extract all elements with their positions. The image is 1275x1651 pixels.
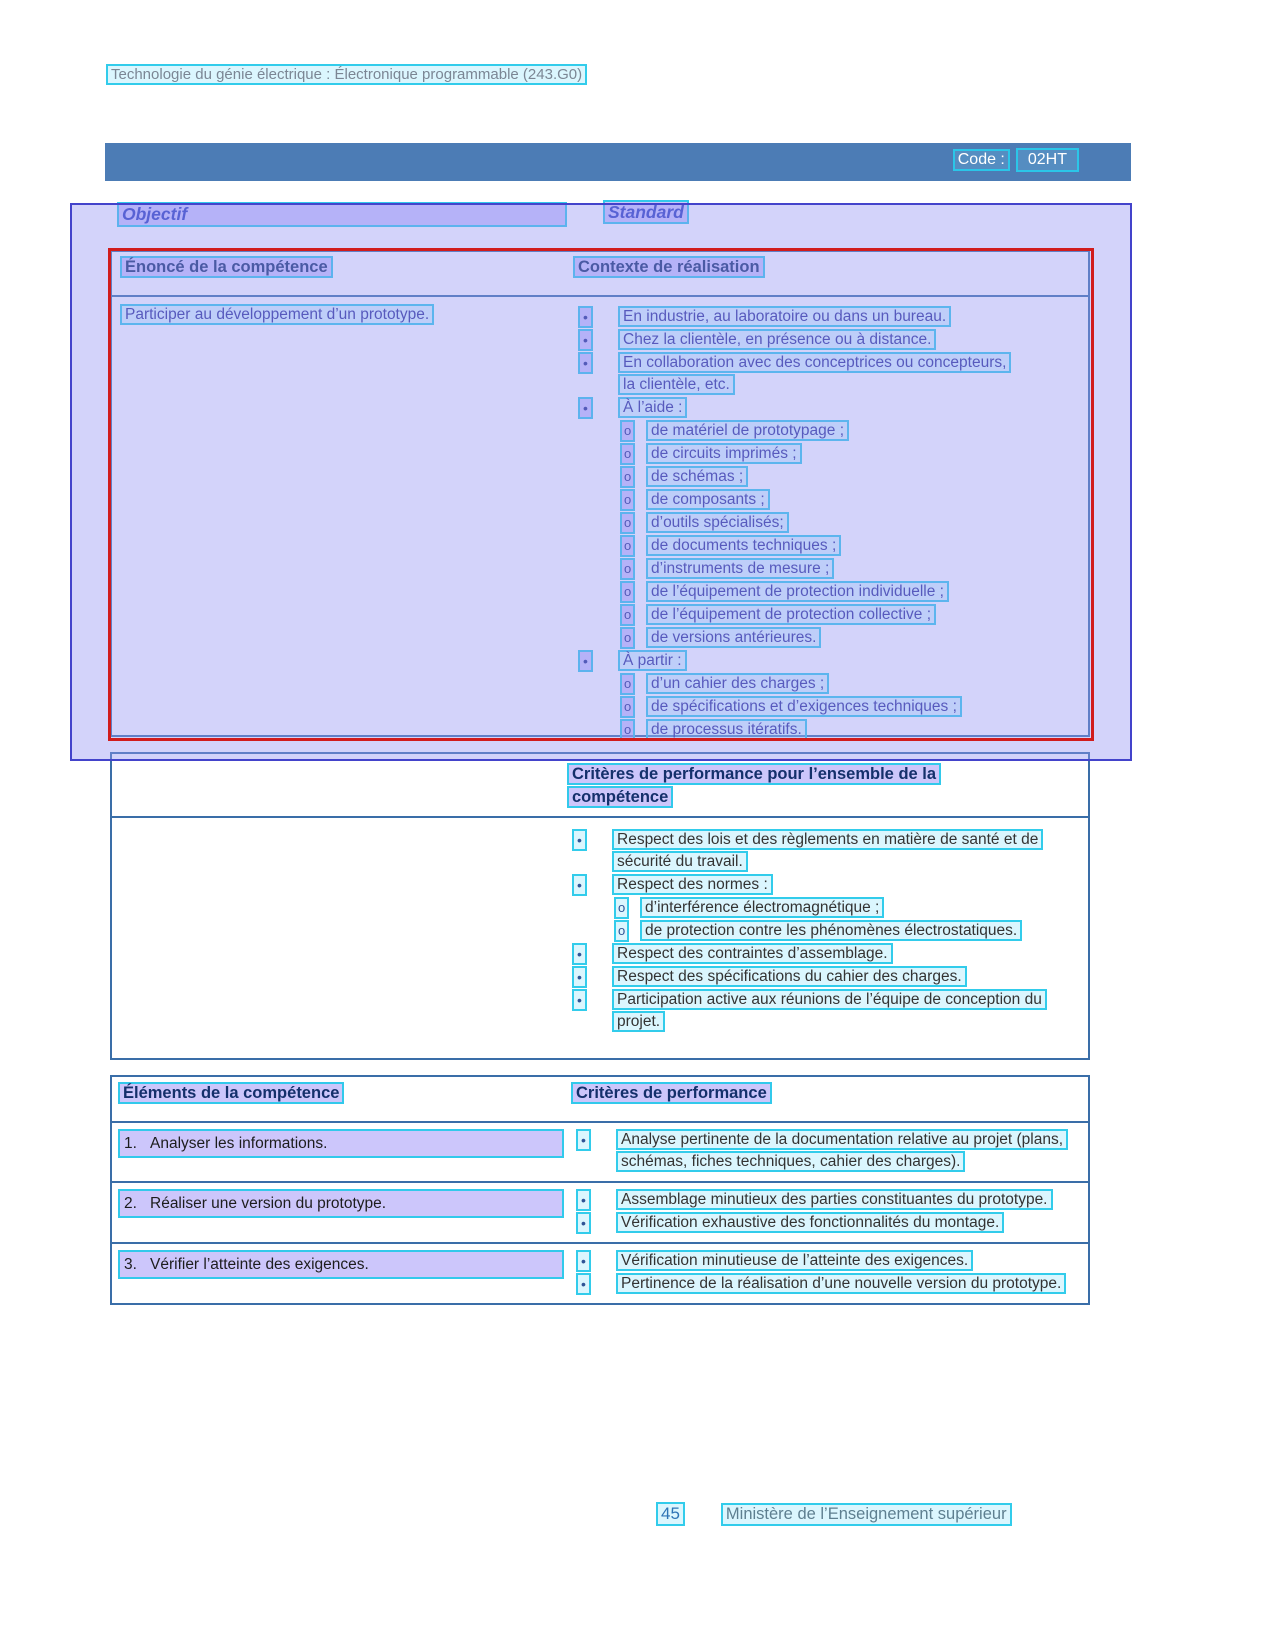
- sub-bullet-icon: o: [620, 627, 635, 649]
- criteria-item-text: Participation active aux réunions de l’équipe de conception du projet.: [612, 989, 1047, 1032]
- table1-statement-cell: [112, 306, 573, 742]
- ministry-name: Ministère de l’Enseignement supérieur: [721, 1503, 1012, 1526]
- enonce-competence-header: Énoncé de la compétence: [120, 256, 333, 278]
- table1-header-row: [112, 252, 1088, 297]
- element-cell: [112, 1250, 571, 1296]
- context-sub-item: [573, 696, 1088, 718]
- context-item: [573, 352, 1018, 396]
- context-sub-item-text: de versions antérieures.: [646, 627, 821, 648]
- code-badge: [953, 148, 1079, 172]
- context-sub-item-text: de schémas ;: [646, 466, 748, 487]
- code-value: 02HT: [1016, 148, 1079, 172]
- context-sub-item: [573, 627, 1088, 649]
- table3-header-right-cell: [571, 1084, 1088, 1121]
- sub-bullet-icon: o: [614, 920, 629, 942]
- sub-bullet-icon: o: [620, 443, 635, 465]
- context-sub-item: [573, 673, 1088, 695]
- bullet-icon: •: [572, 989, 587, 1011]
- context-sub-item-text: de processus itératifs.: [646, 719, 807, 740]
- elements-header: Éléments de la compétence: [118, 1082, 344, 1104]
- table3-header-row: [112, 1077, 1088, 1123]
- context-sub-item-text: de composants ;: [646, 489, 770, 510]
- element-cell: [112, 1189, 571, 1235]
- criteria-cell: [571, 1250, 1088, 1296]
- section-standard: [603, 202, 689, 223]
- criteria-item: [567, 966, 1080, 988]
- criteria-sub-item: [567, 897, 1080, 919]
- criteria-cell: [571, 1189, 1088, 1235]
- table3-header-left-cell: [112, 1084, 571, 1121]
- criteria-item: [571, 1212, 1063, 1234]
- criteria-item: [567, 874, 1080, 896]
- bullet-icon: •: [572, 966, 587, 988]
- overall-criteria-header: Critères de performance pour l’ensemble de la compétence: [567, 763, 941, 808]
- element-text: Vérifier l’atteinte des exigences.: [150, 1256, 369, 1273]
- competency-context-table: [110, 250, 1090, 737]
- element-number: 1.: [124, 1135, 137, 1152]
- context-item-text: En industrie, au laboratoire ou dans un bureau.: [618, 306, 951, 327]
- context-sub-item-text: d’un cahier des charges ;: [646, 673, 829, 694]
- context-sub-item: [573, 489, 1088, 511]
- criteria-item-text: Respect des lois et des règlements en matière de santé et de sécurité du travail.: [612, 829, 1043, 872]
- criteria-item: [571, 1250, 1088, 1272]
- element-label: [118, 1129, 564, 1158]
- context-sub-item-text: d’instruments de mesure ;: [646, 558, 834, 579]
- context-sub-item-text: de circuits imprimés ;: [646, 443, 802, 464]
- elements-criteria-table: [110, 1075, 1090, 1305]
- element-number: 2.: [124, 1195, 137, 1212]
- sub-bullet-icon: o: [620, 696, 635, 718]
- context-sub-item: [573, 443, 1088, 465]
- criteria-item: [567, 989, 1080, 1033]
- table2-header-row: [112, 754, 1088, 818]
- criteria-cell: [571, 1129, 1088, 1174]
- context-sub-item: [573, 512, 1088, 534]
- table-row: [112, 1244, 1088, 1303]
- context-sub-item: [573, 581, 1088, 603]
- contexte-realisation-header: Contexte de réalisation: [573, 256, 765, 278]
- element-number: 3.: [124, 1256, 137, 1273]
- table-row: [112, 1183, 1088, 1244]
- criteria-sub-item: [567, 920, 1042, 942]
- context-sub-item-text: de l’équipement de protection collective ;: [646, 604, 936, 625]
- criteria-item-text: Respect des contraintes d’assemblage.: [612, 943, 893, 964]
- context-sub-item: [573, 604, 1088, 626]
- table1-header-left-cell: [112, 258, 573, 295]
- overall-criteria-table: [110, 752, 1090, 1060]
- element-text: Analyser les informations.: [150, 1135, 328, 1152]
- criteria-item: [567, 943, 1080, 965]
- sub-bullet-icon: o: [620, 466, 635, 488]
- bullet-icon: •: [572, 829, 587, 851]
- bullet-icon: •: [578, 329, 593, 351]
- criteria-item: [571, 1189, 1088, 1211]
- element-label: [118, 1250, 564, 1279]
- page-number: 45: [656, 1502, 685, 1526]
- criteria-item: [567, 829, 1080, 873]
- context-item: [573, 397, 1088, 419]
- context-item: [573, 306, 1088, 328]
- section-objectif: [117, 202, 567, 227]
- document-header-text: Technologie du génie électrique : Électronique programmable (243.G0): [106, 64, 587, 85]
- criteria-item: [571, 1273, 1088, 1295]
- sub-bullet-icon: o: [620, 558, 635, 580]
- code-label: Code :: [953, 149, 1010, 171]
- criteria-item-text: Respect des normes :: [612, 874, 773, 895]
- sub-bullet-icon: o: [620, 719, 635, 741]
- context-sub-item: [573, 420, 1088, 442]
- table2-header-cell: [567, 763, 1019, 809]
- bullet-icon: •: [576, 1189, 591, 1211]
- bullet-icon: •: [578, 397, 593, 419]
- criteria-sub-item-text: de protection contre les phénomènes électrostatiques.: [640, 920, 1022, 941]
- context-sub-item: [573, 558, 1088, 580]
- context-item-text: À l’aide :: [618, 397, 687, 418]
- context-sub-item-text: de l’équipement de protection individuelle ;: [646, 581, 949, 602]
- context-item-text: En collaboration avec des conceptrices ou concepteurs, la clientèle, etc.: [618, 352, 1011, 395]
- context-sub-item: [573, 719, 1088, 741]
- bullet-icon: •: [576, 1129, 591, 1151]
- document-running-header: [106, 66, 587, 83]
- bullet-icon: •: [572, 874, 587, 896]
- element-cell: [112, 1129, 571, 1174]
- context-item-text: Chez la clientèle, en présence ou à distance.: [618, 329, 936, 350]
- criteria-item-text: Pertinence de la réalisation d’une nouvelle version du prototype.: [616, 1273, 1066, 1294]
- criteria-header: Critères de performance: [571, 1082, 772, 1104]
- context-item: [573, 329, 1088, 351]
- bullet-icon: •: [572, 943, 587, 965]
- sub-bullet-icon: o: [614, 897, 629, 919]
- table1-context-cell: [573, 306, 1088, 742]
- bullet-icon: •: [578, 306, 593, 328]
- table1-header-right-cell: [573, 258, 1088, 295]
- context-item-text: À partir :: [618, 650, 687, 671]
- sub-bullet-icon: o: [620, 581, 635, 603]
- bullet-icon: •: [576, 1212, 591, 1234]
- bullet-icon: •: [576, 1273, 591, 1295]
- sub-bullet-icon: o: [620, 420, 635, 442]
- context-sub-item-text: de spécifications et d’exigences techniques ;: [646, 696, 962, 717]
- element-label: [118, 1189, 564, 1218]
- context-item: [573, 650, 1088, 672]
- page-footer: [656, 1502, 1012, 1526]
- criteria-item-text: Vérification exhaustive des fonctionnalités du montage.: [616, 1212, 1004, 1233]
- criteria-item: [571, 1129, 1088, 1173]
- sub-bullet-icon: o: [620, 673, 635, 695]
- context-sub-item-text: d’outils spécialisés;: [646, 512, 789, 533]
- competency-statement: Participer au développement d’un prototype.: [120, 304, 434, 325]
- sub-bullet-icon: o: [620, 604, 635, 626]
- context-sub-item-text: de documents techniques ;: [646, 535, 841, 556]
- sub-bullet-icon: o: [620, 512, 635, 534]
- table2-body: [112, 818, 1088, 1033]
- sub-bullet-icon: o: [620, 489, 635, 511]
- table-row: [112, 1123, 1088, 1183]
- title-banner: [105, 143, 1131, 181]
- criteria-item-text: Analyse pertinente de la documentation relative au projet (plans, schémas, fiches techniques, cahier des charges).: [616, 1129, 1068, 1172]
- criteria-item-text: Respect des spécifications du cahier des charges.: [612, 966, 967, 987]
- bullet-icon: •: [578, 650, 593, 672]
- sub-bullet-icon: o: [620, 535, 635, 557]
- section-standard-label: Standard: [603, 200, 689, 224]
- context-sub-item: [573, 535, 1088, 557]
- element-text: Réaliser une version du prototype.: [150, 1195, 387, 1212]
- table1-body-row: [112, 297, 1088, 742]
- context-sub-item-text: de matériel de prototypage ;: [646, 420, 849, 441]
- section-objectif-label: Objectif: [117, 202, 567, 227]
- criteria-item-text: Assemblage minutieux des parties constituantes du prototype.: [616, 1189, 1053, 1210]
- bullet-icon: •: [576, 1250, 591, 1272]
- context-sub-item: [573, 466, 1088, 488]
- bullet-icon: •: [578, 352, 593, 374]
- criteria-sub-item-text: d’interférence électromagnétique ;: [640, 897, 884, 918]
- criteria-item-text: Vérification minutieuse de l’atteinte des exigences.: [616, 1250, 973, 1271]
